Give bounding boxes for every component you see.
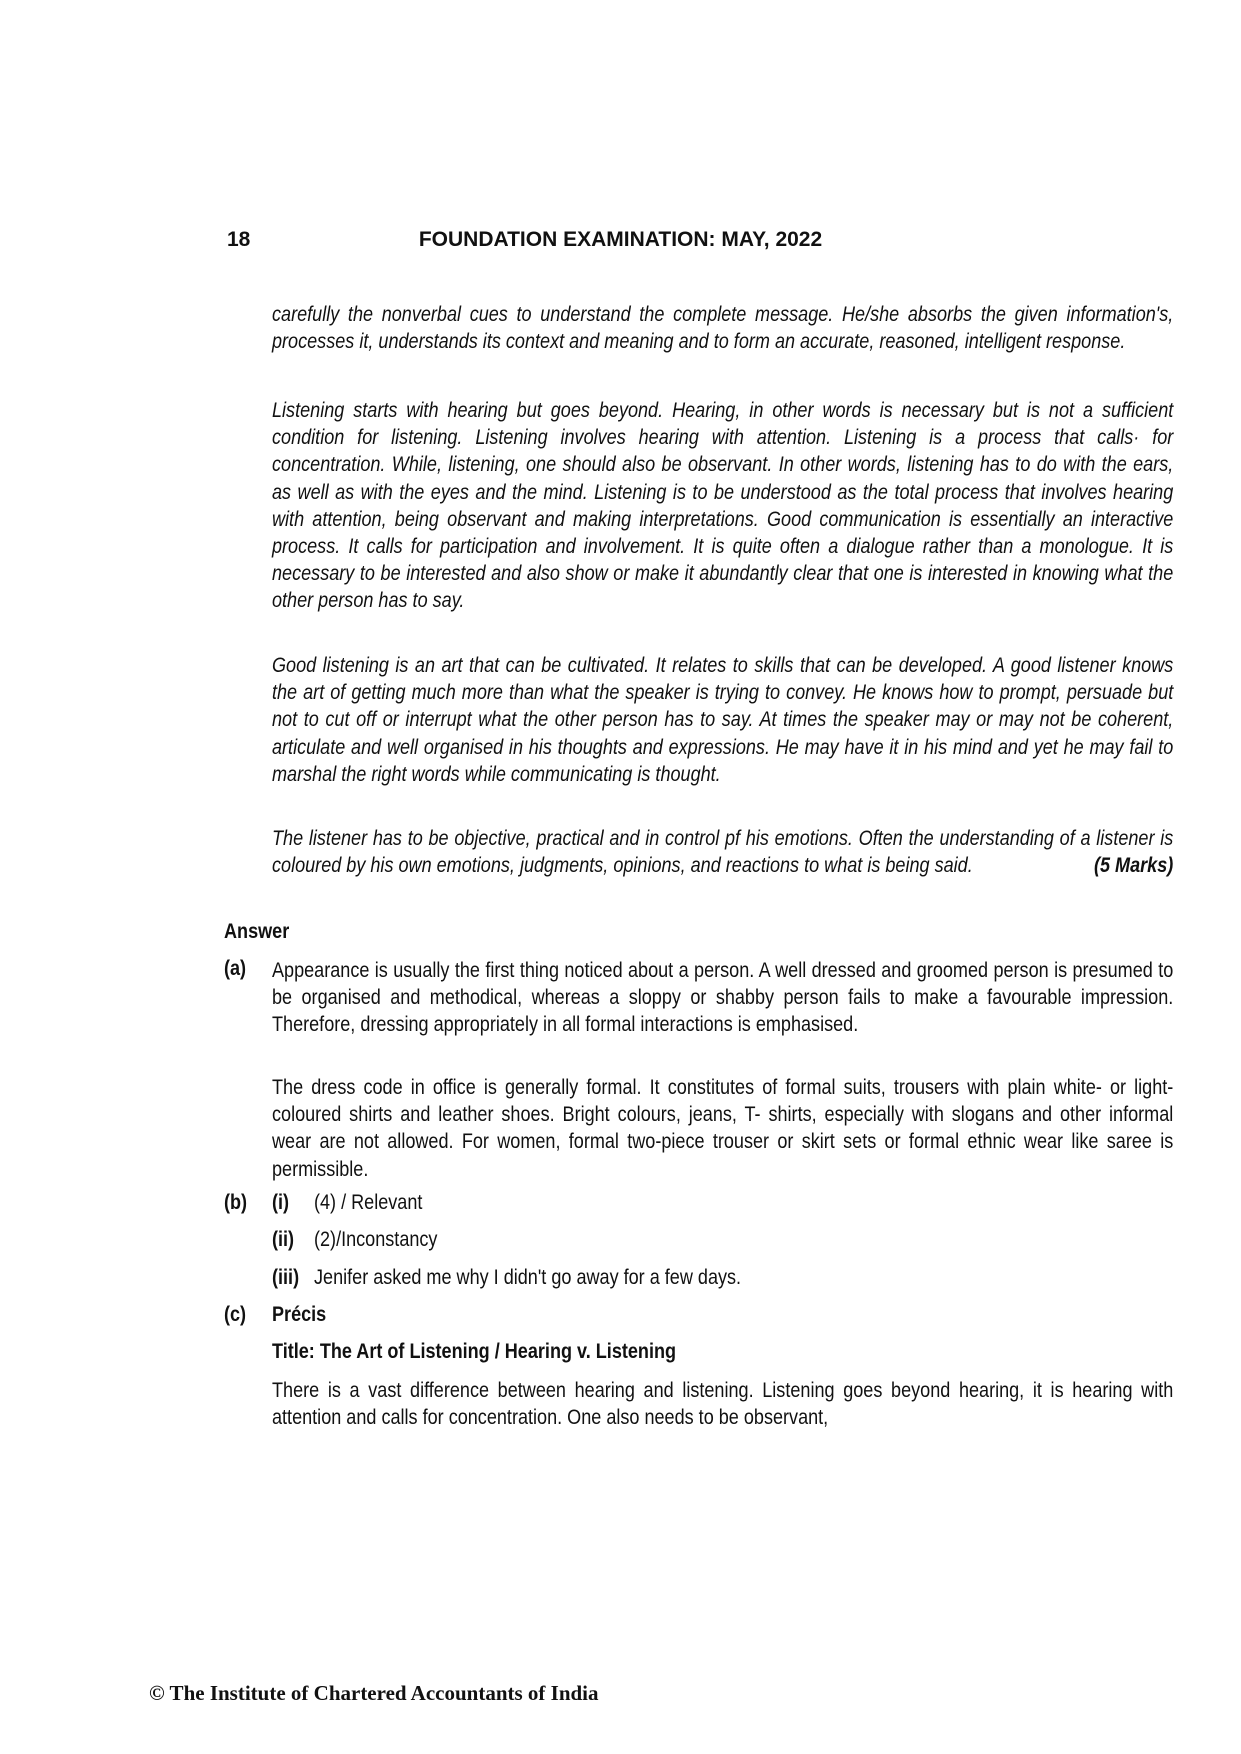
precis-paragraph-1: There is a vast difference between hearing and listening. Listening goes beyond hearing, it is hearing with attention and calls for concentration. One also needs to be observant, bbox=[272, 1379, 1174, 1430]
footer-copyright: © The Institute of Chartered Accountants of India bbox=[149, 1681, 599, 1705]
precis-title: Title: The Art of Listening / Hearing v. Listening bbox=[272, 1340, 677, 1363]
answer-a-paragraph-1: Appearance is usually the first thing noticed about a person. A well dressed and groomed person is presumed to be organised and methodical, whereas a sloppy or shabby person fails to make a favourable impression. Therefore, dressing appropriately in all formal interactions is emphasised. bbox=[272, 959, 1174, 1037]
page-header-title: FOUNDATION EXAMINATION: MAY, 2022 bbox=[418, 228, 823, 251]
answer-b-item-text: (4) / Relevant bbox=[314, 1191, 423, 1214]
marks-label: (5 Marks) bbox=[1093, 854, 1174, 878]
passage-paragraph-4 bbox=[272, 825, 1173, 879]
answer-a-label: (a) bbox=[224, 957, 247, 980]
answer-b-item-label: (ii) bbox=[272, 1228, 295, 1251]
answer-b-item-label: (i) bbox=[272, 1191, 290, 1214]
answer-a-paragraph-2: The dress code in office is generally formal. It constitutes of formal suits, trousers with plain white- or light-coloured shirts and leather shoes. Bright colours, jeans, T- shirts, especially with slogans and other informal wear are not allowed. For women, formal two-piece trouser or skirt sets or formal ethnic wear like saree is permissible. bbox=[272, 1076, 1174, 1181]
page-number: 18 bbox=[227, 228, 251, 251]
answer-b-item-label: (iii) bbox=[272, 1266, 300, 1289]
answer-b-item-text: (2)/Inconstancy bbox=[314, 1228, 438, 1251]
passage-paragraph-4-text: The listener has to be objective, practical and in control pf his emotions. Often the understanding of a listener is coloured by his own emotions, judgments, opinions, and reactions to what is being said. bbox=[272, 827, 1174, 878]
answer-c-label: (c) bbox=[224, 1303, 247, 1326]
passage-paragraph-2: Listening starts with hearing but goes beyond. Hearing, in other words is necessary but is not a sufficient condition for listening. Listening involves hearing with attention. Listening is a process that calls· for concentration. While, listening, one should also be observant. In other words, listening has to do with the ears, as well as with the eyes and the mind. Listening is to be understood as the total process that involves hearing with attention, being observant and making interpretations. Good communication is essentially an interactive process. It calls for participation and involvement. It is quite often a dialogue rather than a monologue. It is necessary to be interested and also show or make it abundantly clear that one is interested in knowing what the other person has to say. bbox=[272, 399, 1174, 613]
answer-b-label: (b) bbox=[224, 1191, 248, 1214]
passage-paragraph-1: carefully the nonverbal cues to understand the complete message. He/she absorbs the given information's, processes it, understands its context and meaning and to form an accurate, reasoned, intelligent response. bbox=[272, 303, 1174, 354]
answer-heading: Answer bbox=[224, 920, 290, 943]
passage-paragraph-3: Good listening is an art that can be cultivated. It relates to skills that can be developed. A good listener knows the art of getting much more than what the speaker is trying to convey. He knows how to prompt, persuade but not to cut off or interrupt what the other person has to say. At times the speaker may or may not be coherent, articulate and well organised in his thoughts and expressions. He may have it in his mind and yet he may fail to marshal the right words while communicating is thought. bbox=[272, 654, 1174, 786]
answer-c-heading: Précis bbox=[272, 1303, 327, 1326]
answer-b-item-text: Jenifer asked me why I didn't go away for a few days. bbox=[314, 1266, 742, 1289]
